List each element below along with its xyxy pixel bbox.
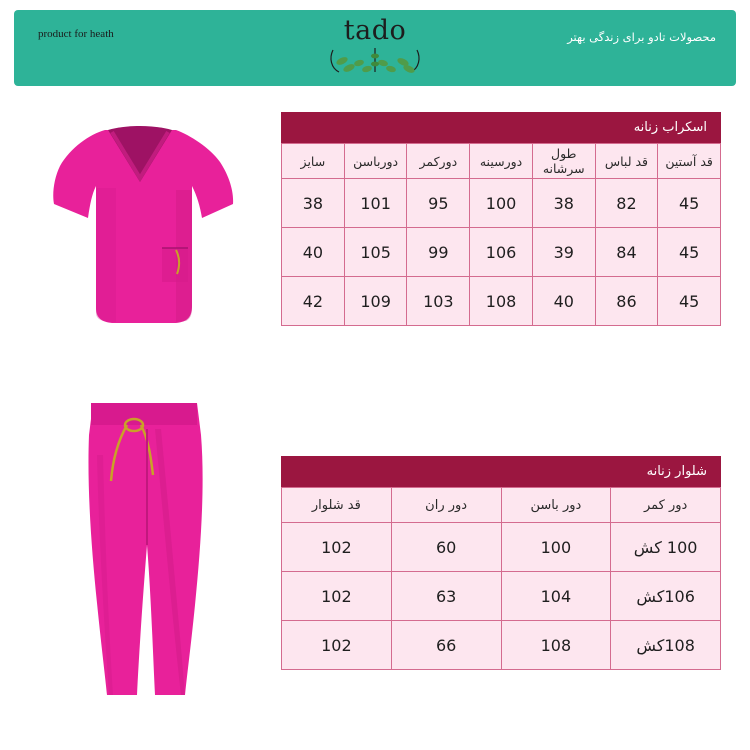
womens-scrub-top-image xyxy=(30,108,250,348)
table-title-scrub-top: اسکراب زنانه xyxy=(281,112,721,143)
table-cell: 45 xyxy=(658,179,721,228)
column-header: قد آستین xyxy=(658,144,721,179)
table-title-pants: شلوار زنانه xyxy=(281,456,721,487)
table-cell: 102 xyxy=(282,621,392,670)
column-header: قد لباس xyxy=(595,144,658,179)
table-row xyxy=(282,523,721,572)
size-table-scrub-top xyxy=(281,143,721,326)
table-cell: 108کش xyxy=(611,621,721,670)
table-row xyxy=(282,277,721,326)
table-header-row xyxy=(282,488,721,523)
brand-logo xyxy=(295,16,455,82)
size-table-pants xyxy=(281,487,721,670)
table-cell: 100 xyxy=(470,179,533,228)
leaf-ornament-icon xyxy=(295,46,455,76)
table-row xyxy=(282,572,721,621)
table-cell: 108 xyxy=(501,621,611,670)
page-header xyxy=(14,10,736,86)
table-cell: 39 xyxy=(532,228,595,277)
table-cell: 38 xyxy=(282,179,345,228)
table-cell: 108 xyxy=(470,277,533,326)
table-cell: 66 xyxy=(391,621,501,670)
womens-scrub-top-size-table xyxy=(281,112,721,326)
table-cell: 103 xyxy=(407,277,470,326)
table-cell: 106کش xyxy=(611,572,721,621)
table-cell: 45 xyxy=(658,228,721,277)
womens-scrub-pants-image xyxy=(55,395,235,715)
table-cell: 104 xyxy=(501,572,611,621)
column-header: سایز xyxy=(282,144,345,179)
table-cell: 100 کش xyxy=(611,523,721,572)
table-cell: 101 xyxy=(344,179,407,228)
brand-logo-text: tado xyxy=(343,15,407,46)
womens-pants-size-table xyxy=(281,456,721,670)
table-cell: 84 xyxy=(595,228,658,277)
table-cell: 102 xyxy=(282,523,392,572)
table-cell: 42 xyxy=(282,277,345,326)
column-header: دور باسن xyxy=(501,488,611,523)
table-cell: 63 xyxy=(391,572,501,621)
header-tagline-right: محصولات تادو برای زندگی بهتر xyxy=(567,30,716,44)
table-header-row xyxy=(282,144,721,179)
table-cell: 99 xyxy=(407,228,470,277)
table-row xyxy=(282,621,721,670)
table-cell: 100 xyxy=(501,523,611,572)
table-cell: 45 xyxy=(658,277,721,326)
column-header: دور کمر xyxy=(611,488,721,523)
table-row xyxy=(282,228,721,277)
column-header: قد شلوار xyxy=(282,488,392,523)
table-cell: 105 xyxy=(344,228,407,277)
column-header: طول سرشانه xyxy=(532,144,595,179)
table-cell: 102 xyxy=(282,572,392,621)
column-header: دور ران xyxy=(391,488,501,523)
table-cell: 38 xyxy=(532,179,595,228)
column-header: دورسینه xyxy=(470,144,533,179)
table-cell: 106 xyxy=(470,228,533,277)
table-cell: 109 xyxy=(344,277,407,326)
table-cell: 95 xyxy=(407,179,470,228)
table-row xyxy=(282,179,721,228)
table-cell: 40 xyxy=(282,228,345,277)
table-cell: 60 xyxy=(391,523,501,572)
table-cell: 40 xyxy=(532,277,595,326)
column-header: دورکمر xyxy=(407,144,470,179)
table-cell: 82 xyxy=(595,179,658,228)
header-tagline-left: product for heath xyxy=(38,28,114,40)
table-cell: 86 xyxy=(595,277,658,326)
column-header: دورباسن xyxy=(344,144,407,179)
